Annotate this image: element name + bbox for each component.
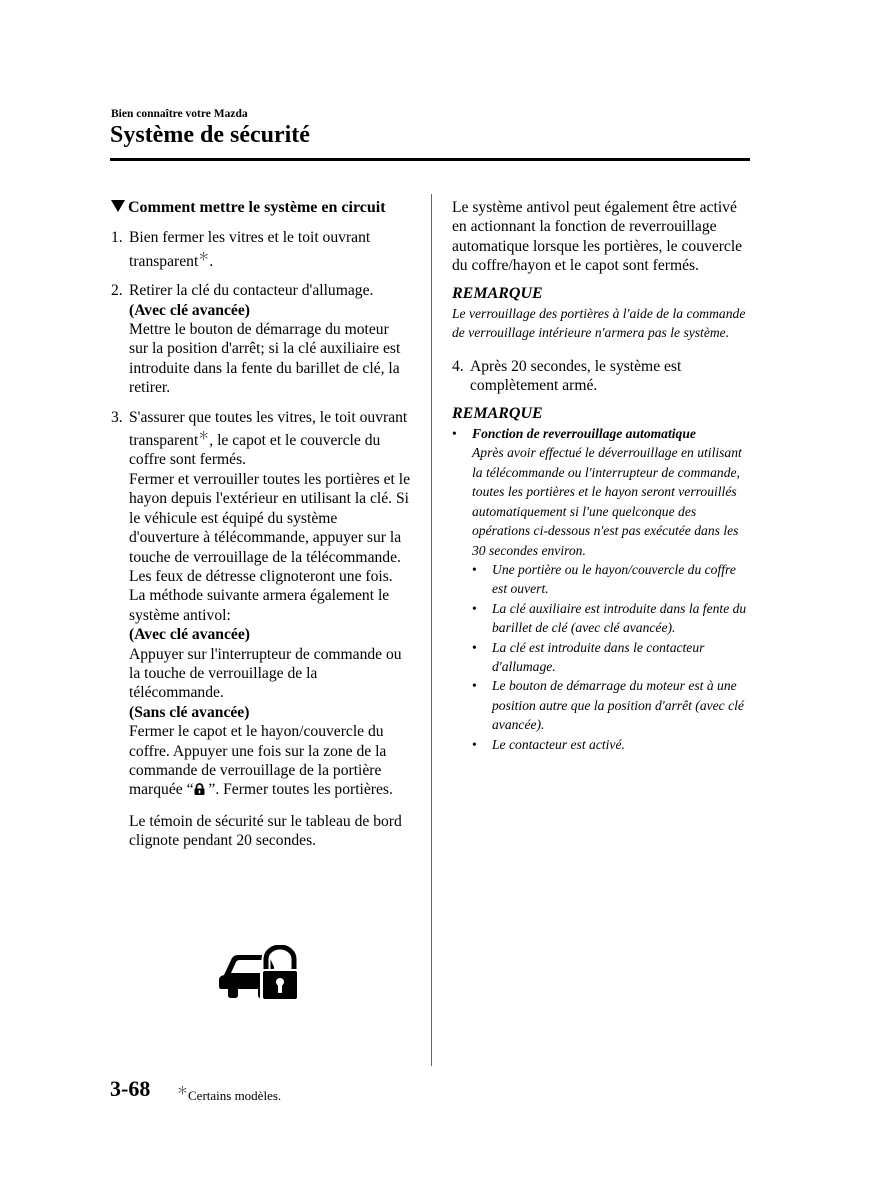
step-3-without-key-text [129,722,411,800]
step-number: 1. [111,229,123,247]
list-item-text: Le bouton de démarrage du moteur est à une position autre que la position d'arrêt (avec clé avancée). [492,678,744,733]
step-3-text-f: Fermer le capot et le hayon/couvercle du coffre. Appuyer une fois sur la zone de la commande de verrouillage de la portière marquée “ [129,723,387,799]
list-item-text: La clé est introduite dans le contacteur d'allumage. [492,639,705,674]
step-4 [452,357,754,396]
list-item-text: La clé auxiliaire est introduite dans la fente du barillet de clé (avec clé avancée). [492,600,747,636]
list-item [472,676,754,734]
step-text [129,281,411,397]
step-2 [111,281,411,397]
step-3-text-a: S'assurer que toutes les vitres, le toit ouvrant transparent [129,408,408,450]
bullet-icon: • [452,426,457,442]
footnote-star: ＊ [198,430,210,443]
bullet-title: Fonction de reverrouillage automatique [472,426,696,442]
bullet-body [472,424,754,560]
step-2-text: Retirer la clé du contacteur d'allumage. [129,282,374,300]
step-4-text: Après 20 secondes, le système est complètement armé. [470,357,682,395]
left-column [111,198,411,851]
step-3-alt-method: La méthode suivante armera également le système antivol: [129,587,390,624]
step-3 [111,408,411,800]
list-item [472,599,754,638]
page-number: 3-68 [110,1076,151,1101]
footnote-star: ＊ [177,1085,188,1097]
car-lock-icon [218,945,298,1003]
padlock-icon [194,783,205,795]
remark-text: Le verrouillage des portières à l'aide de la commande de verrouillage intérieure n'armera pas le système. [452,306,746,341]
bullet-text: Après avoir effectué le déverrouillage en utilisant la télécommande ou l'interrupteur de commande, toutes les portières et le hayon seront verrouillés automatiquement si l'une quelconque des opérations ci-dessous n'est pas exécutée dans les 30 secondes environ. [472,445,742,558]
bullet-icon: • [472,600,477,616]
bullet-icon: • [472,639,477,655]
step-3-label-without-key: (Sans clé avancée) [129,703,250,721]
step-3-with-key-text: Appuyer sur l'interrupteur de commande ou la touche de verrouillage de la télécommande. [129,645,402,702]
step-1-end: . [209,252,214,270]
footnote [177,1082,281,1104]
chapter-label: Bien connaître votre Mazda [111,108,248,120]
step-1 [111,228,411,271]
step-2-label: (Avec clé avancée) [129,301,250,319]
step-text [129,228,411,271]
triangle-marker-icon [111,200,125,212]
indicator-note: Le témoin de sécurité sur le tableau de bord clignote pendant 20 secondes. [129,812,402,850]
step-number: 2. [111,282,123,300]
step-2-detail: Mettre le bouton de démarrage du moteur sur la position d'arrêt; si la clé auxiliaire est introduite dans la fente du barillet de clé, la retirer. [129,321,401,397]
title-rule [110,158,750,161]
step-1-text: Bien fermer les vitres et le toit ouvrant transparent [129,229,371,270]
remark-heading: REMARQUE [452,404,543,422]
bullet-icon: • [472,678,477,694]
step-number: 3. [111,408,123,426]
list-item-text: Le contacteur est activé. [492,736,625,752]
right-column [452,198,754,754]
remark-bullet [452,424,754,560]
step-text [129,408,411,800]
list-item [472,560,754,599]
bullet-icon: • [472,736,477,752]
step-3-lock-instructions: Fermer et verrouiller toutes les portières et le hayon depuis l'extérieur en utilisant la clé. Si le véhicule est équipé du système d'ouverture à télécommande, appuyer sur la touche de verrouillage de la télécommande. Les feux de détresse clignoteront une fois. [129,470,411,585]
bullet-icon: • [472,561,477,577]
step-3-text-b: , le capot et le couvercle du coffre sont fermés. [129,432,381,469]
remark-heading: REMARQUE [452,284,543,302]
column-divider [431,194,432,1066]
step-3-label-with-key: (Avec clé avancée) [129,626,250,644]
list-item-text: Une portière ou le hayon/couvercle du coffre est ouvert. [492,561,736,597]
step-number: 4. [452,357,464,375]
auto-relock-intro: Le système antivol peut également être activé en actionnant la fonction de reverrouillage automatique lorsque les portières, le couvercle du coffre/hayon et le capot sont fermés. [452,199,743,275]
step-3-text-g: ”. Fermer toutes les portières. [204,781,393,799]
list-item [472,638,754,677]
step-3-intro [129,408,411,470]
list-item [472,735,754,754]
section-heading [111,198,411,217]
footnote-text: Certains modèles. [188,1088,282,1103]
page-title: Système de sécurité [110,122,310,148]
footnote-star: ＊ [198,250,210,263]
section-heading-text: Comment mettre le système en circuit [128,199,386,216]
